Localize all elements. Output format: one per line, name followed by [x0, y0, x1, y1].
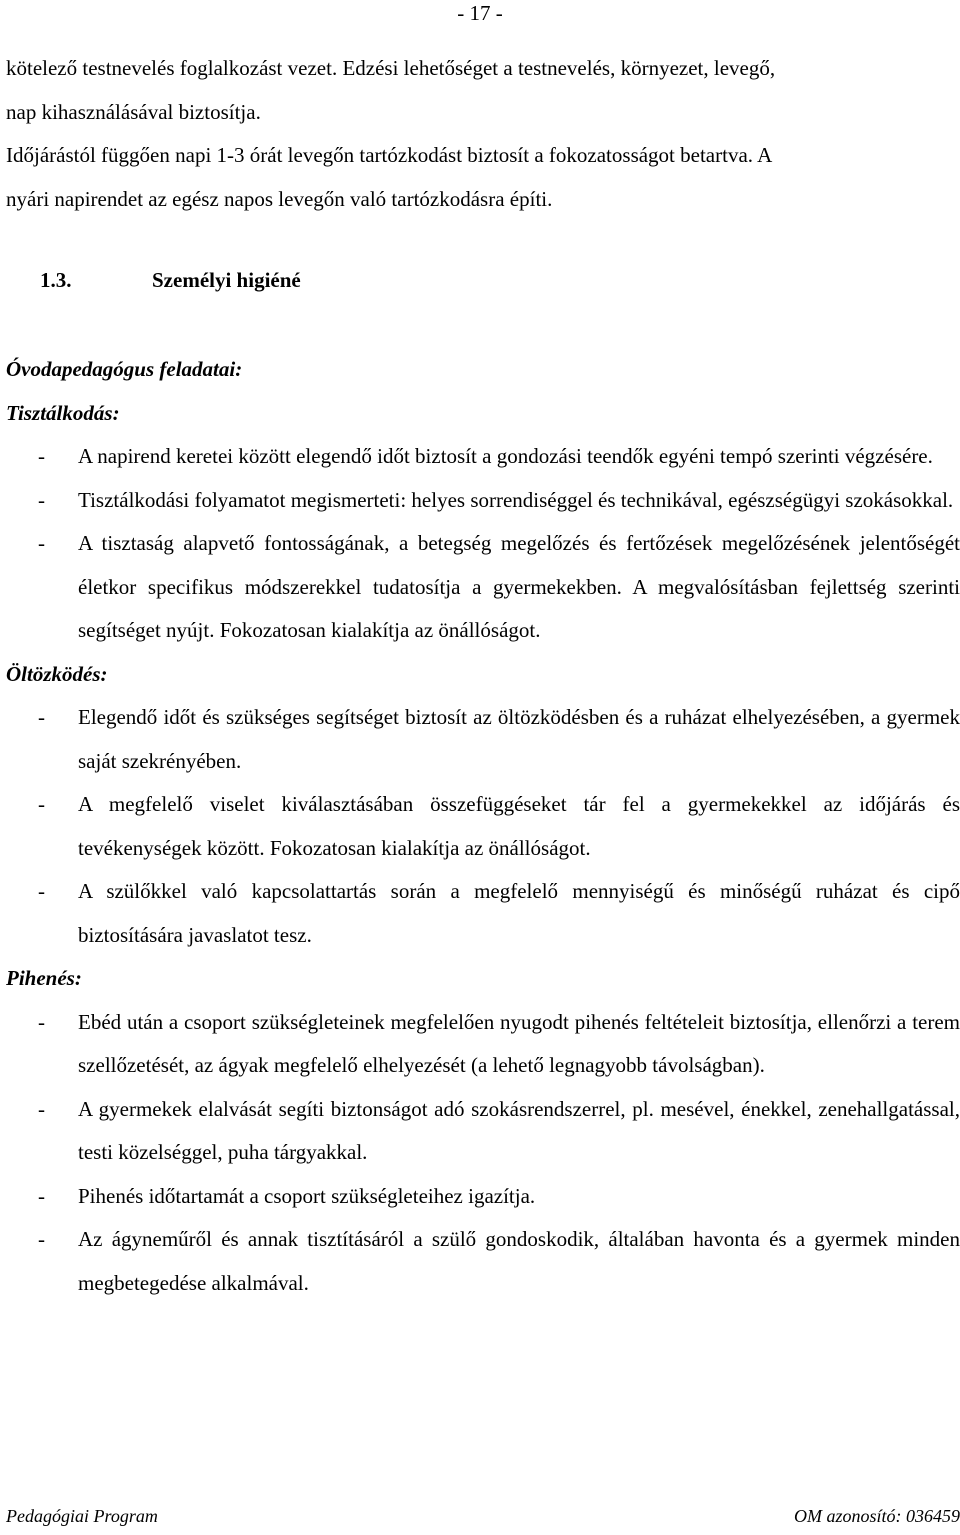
section-title: Személyi higiéné: [152, 268, 301, 292]
dash-bullet: -: [38, 705, 45, 729]
list-item: - A gyermekek elalvását segíti biztonságot adó szokásrendszerrel, pl. mesével, énekkel, zenehallgatással, testi közelséggel, puha tárgyakkal.: [6, 1088, 960, 1175]
list-item: - Tisztálkodási folyamatot megismerteti: helyes sorrendiséggel és technikával, egészségügyi szokásokkal.: [6, 479, 960, 523]
page-footer: [6, 1506, 960, 1527]
dash-bullet: -: [38, 487, 45, 512]
group-label-oltozkodes: Öltözködés:: [6, 661, 108, 686]
subheading: Óvodapedagógus feladatai:: [6, 357, 243, 381]
group-label-pihenes: Pihenés:: [6, 966, 82, 990]
list-item: - A megfelelő viselet kiválasztásában összefüggéseket tár fel a gyermekekkel az időjárás és tevékenységek között. Fokozatosan kialakítja az önállóságot.: [6, 783, 960, 870]
list-item: - A tisztaság alapvető fontosságának, a betegség megelőzés és fertőzések megelőzésének jelentőségét életkor specifikus módszerekkel tudatosítja a gyermekekben. A megvalósításban fejlettség szerinti segítséget nyújt. Fokozatosan kialakítja az önállóságot.: [6, 522, 960, 653]
section-heading: [40, 268, 301, 293]
intro-line: Időjárástól függően napi 1-3 órát levegőn tartózkodást biztosít a fokozatosságot betartva. A: [6, 143, 773, 167]
group-label-tisztalkodas: Tisztálkodás:: [6, 400, 120, 425]
page-number: - 17 -: [457, 1, 503, 25]
intro-line: nap kihasználásával biztosítja.: [6, 99, 261, 124]
dash-bullet: -: [38, 444, 45, 468]
list-item: - A szülőkkel való kapcsolattartás során a megfelelő mennyiségű és minőségű ruházat és cipő biztosítására javaslatot tesz.: [6, 870, 960, 957]
dash-bullet: -: [38, 1009, 45, 1034]
list-item: - A napirend keretei között elegendő időt biztosít a gondozási teendők egyéni tempó szerinti végzésére.: [6, 435, 960, 479]
dash-bullet: -: [38, 1227, 45, 1251]
intro-paragraph: [6, 47, 960, 221]
content-body: [6, 348, 960, 1305]
footer-document-title: Pedagógiai Program: [6, 1506, 158, 1526]
dash-bullet: -: [38, 531, 45, 555]
dash-bullet: -: [38, 792, 45, 816]
intro-line: kötelező testnevelés foglalkozást vezet. Edzési lehetőséget a testnevelés, környezet, levegő,: [6, 56, 776, 80]
intro-line: nyári napirendet az egész napos levegőn való tartózkodásra építi.: [6, 186, 553, 211]
list-item: - Elegendő időt és szükséges segítséget biztosít az öltözködésben és a ruházat elhelyezésében, a gyermek saját szekrényében.: [6, 696, 960, 783]
dash-bullet: -: [38, 1183, 45, 1208]
list-item: - Ebéd után a csoport szükségleteinek megfelelően nyugodt pihenés feltételeit biztosítja, ellenőrzi a terem szellőzetését, az ágyak megfelelő elhelyezését (a lehető legnagyobb távolságban).: [6, 1001, 960, 1088]
footer-om-id: OM azonosító: 036459: [794, 1506, 960, 1526]
section-number: 1.3.: [40, 268, 72, 292]
dash-bullet: -: [38, 1096, 45, 1121]
dash-bullet: -: [38, 879, 45, 903]
list-item: - Az ágyneműről és annak tisztításáról a szülő gondoskodik, általában havonta és a gyermek minden megbetegedése alkalmával.: [6, 1218, 960, 1305]
list-item: - Pihenés időtartamát a csoport szükségleteihez igazítja.: [6, 1175, 960, 1219]
